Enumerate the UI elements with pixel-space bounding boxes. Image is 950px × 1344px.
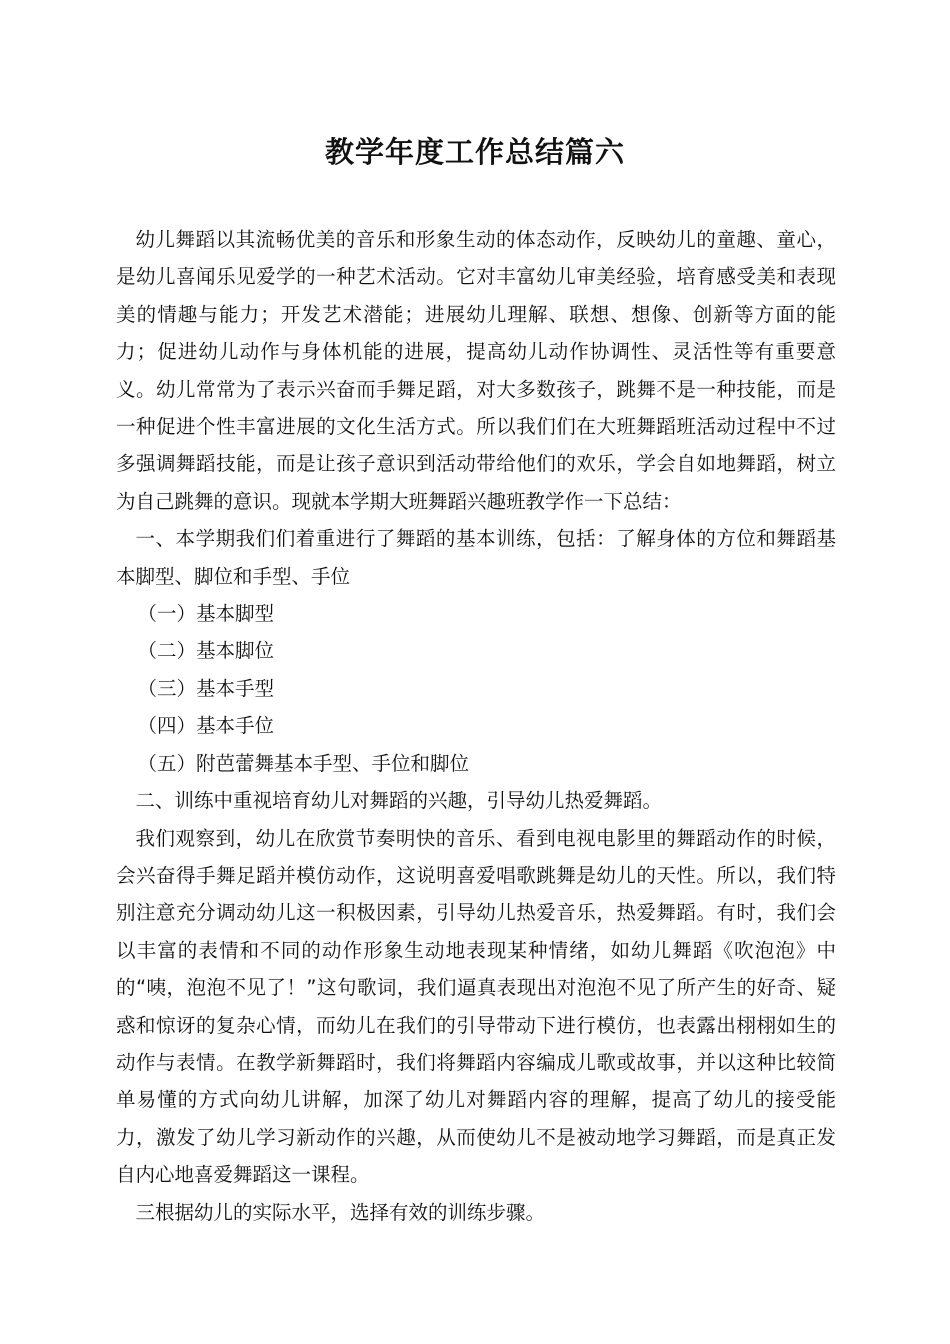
list-item-hand-position: （四）基本手位 (137, 714, 274, 738)
list-item-ballet: （五）附芭蕾舞基本手型、手位和脚位 (137, 751, 469, 775)
list-item-hand-shape: （三）基本手型 (137, 676, 274, 700)
list-item-foot-shape: （一）基本脚型 (137, 602, 274, 626)
paragraph-intro: 幼儿舞蹈以其流畅优美的音乐和形象生动的体态动作，反映幼儿的童趣、童心，是幼儿喜闻乐见爱学的一种艺术活动。它对丰富幼儿审美经验，培育感受美和表现美的情趣与能力；开发艺术潜能；进展幼儿理解、联想、想像、创新等方面的能力；促进幼儿动作与身体机能的进展，提高幼儿动作协调性、灵活性等有重要意义。幼儿常常为了表示兴奋而手舞足蹈，对大多数孩子，跳舞不是一种技能，而是一种促进个性丰富进展的文化生活方式。所以我们们在大班舞蹈班活动过程中不过多强调舞蹈技能，而是让孩子意识到活动带给他们的欢乐，学会自如地舞蹈，树立为自己跳舞的意识。现就本学期大班舞蹈兴趣班教学作一下总结： (116, 228, 836, 513)
paragraph-section-one: 一、本学期我们们着重进行了舞蹈的基本训练，包括：了解身体的方位和舞蹈基本脚型、脚位和手型、手位 (116, 527, 836, 588)
paragraph-section-two: 二、训练中重视培育幼儿对舞蹈的兴趣，引导幼儿热爱舞蹈。 (135, 789, 663, 813)
paragraph-section-three: 三根据幼儿的实际水平，选择有效的训练步骤。 (135, 1200, 546, 1224)
paragraph-observation: 我们观察到，幼儿在欣赏节奏明快的音乐、看到电视电影里的舞蹈动作的时候，会兴奋得手舞足蹈并模仿动作，这说明喜爱唱歌跳舞是幼儿的天性。所以，我们特别注意充分调动幼儿这一积极因素，引导幼儿热爱音乐，热爱舞蹈。有时，我们会以丰富的表情和不同的动作形象生动地表现某种情绪，如幼儿舞蹈《吹泡泡》中的“咦，泡泡不见了！”这句歌词，我们逼真表现出对泡泡不见了所产生的好奇、疑惑和惊讶的复杂心情，而幼儿在我们的引导带动下进行模仿，也表露出栩栩如生的动作与表情。在教学新舞蹈时，我们将舞蹈内容编成儿歌或故事，并以这种比较简单易懂的方式向幼儿讲解，加深了幼儿对舞蹈内容的理解，提高了幼儿的接受能力，激发了幼儿学习新动作的兴趣，从而使幼儿不是被动地学习舞蹈，而是真正发自内心地喜爱舞蹈这一课程。 (116, 826, 836, 1187)
document-title: 教学年度工作总结篇六 (324, 135, 625, 169)
list-item-foot-position: （二）基本脚位 (137, 639, 274, 663)
document-body (116, 221, 836, 1231)
